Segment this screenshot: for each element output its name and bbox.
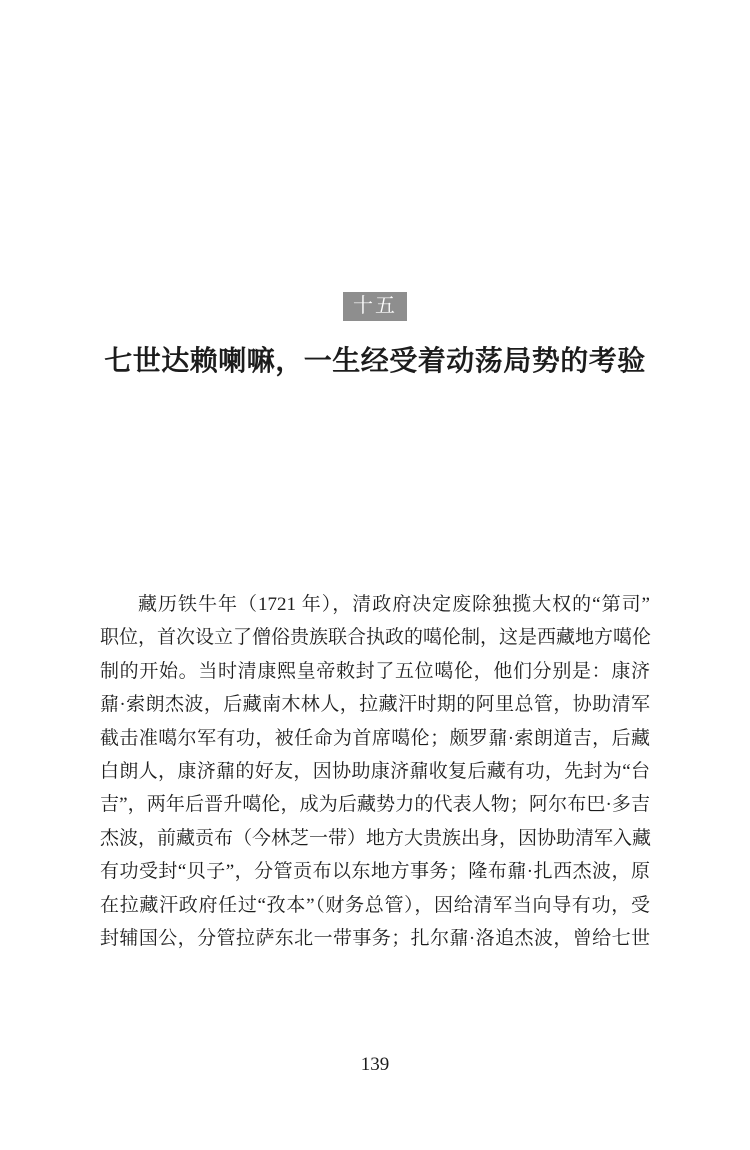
body-line: 杰波，前藏贡布（今林芝一带）地方大贵族出身，因协助清军入藏 <box>100 827 652 849</box>
body-line: 有功受封“贝子”，分管贡布以东地方事务；隆布鼐·扎西杰波，原 <box>100 861 650 883</box>
body-paragraph <box>100 588 650 955</box>
chapter-title: 七世达赖喇嘛，一生经受着动荡局势的考验 <box>104 346 646 377</box>
page-number: 139 <box>360 1054 390 1075</box>
body-line: 制的开始。当时清康熙皇帝敕封了五位噶伦，他们分别是：康济 <box>100 660 650 682</box>
body-line: 在拉藏汗政府任过“孜本”（财务总管），因给清军当向导有功，受 <box>100 894 650 916</box>
body-line: 鼐·索朗杰波，后藏南木林人，拉藏汗时期的阿里总管，协助清军 <box>100 694 650 716</box>
body-line: 封辅国公，分管拉萨东北一带事务；扎尔鼐·洛追杰波，曾给七世 <box>100 927 650 949</box>
chapter-number-badge: 十五 <box>343 292 407 321</box>
body-line: 藏历铁牛年（1721 年），清政府决定废除独揽大权的“第司” <box>138 594 650 615</box>
body-line: 截击准噶尔军有功，被任命为首席噶伦；颇罗鼐·索朗道吉，后藏 <box>100 727 650 749</box>
body-line: 吉”，两年后晋升噶伦，成为后藏势力的代表人物；阿尔布巴·多吉 <box>100 794 650 816</box>
body-line: 职位，首次设立了僧俗贵族联合执政的噶伦制，这是西藏地方噶伦 <box>100 627 652 649</box>
body-line: 白朗人，康济鼐的好友，因协助康济鼐收复后藏有功，先封为“台 <box>100 760 650 782</box>
